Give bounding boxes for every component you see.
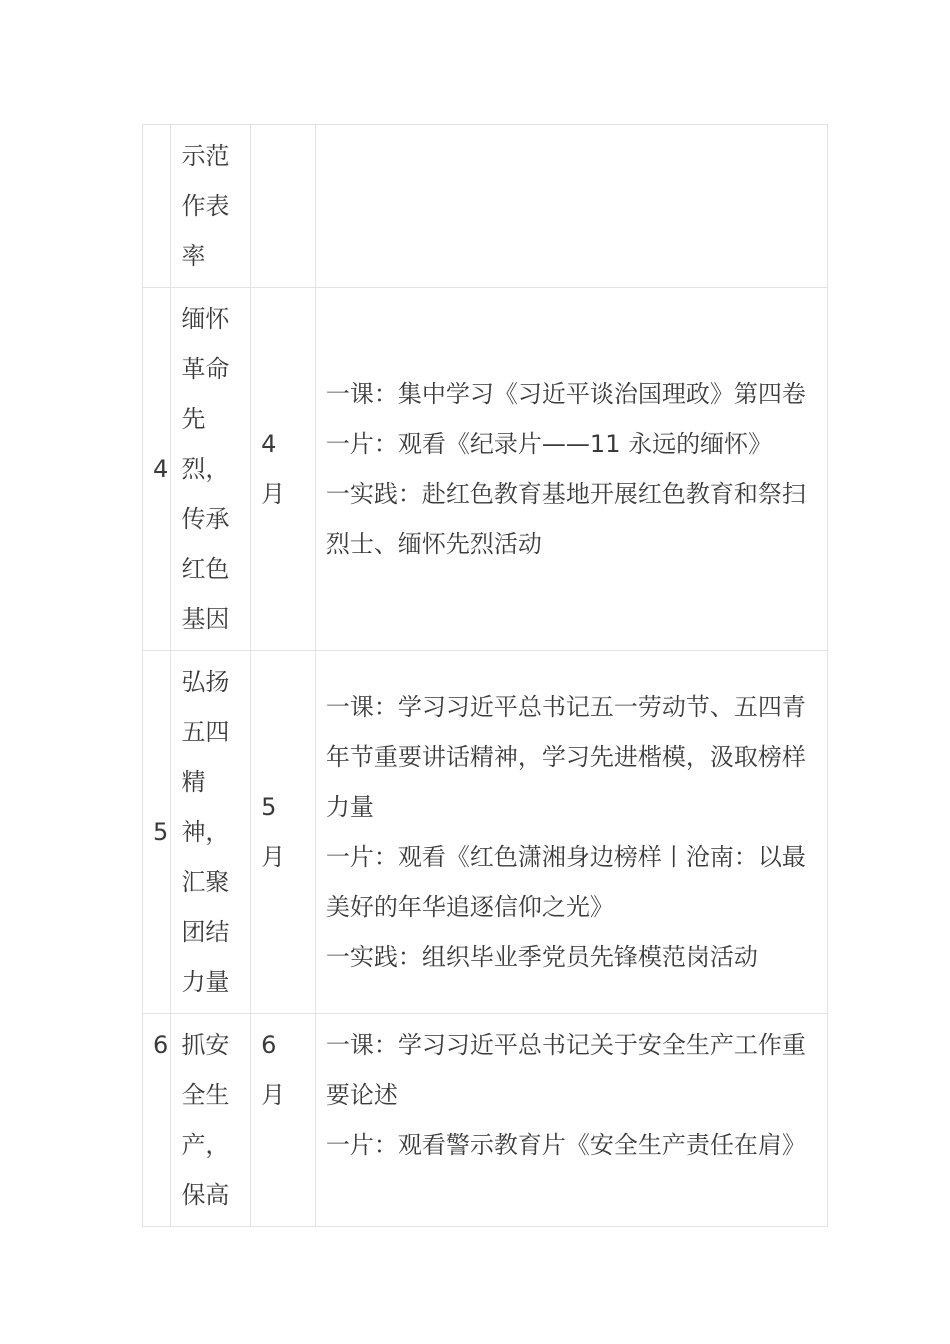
table-row bbox=[143, 125, 828, 288]
row-content bbox=[315, 125, 827, 288]
row-content bbox=[315, 1014, 827, 1227]
row-theme: 缅怀革命先烈，传承红色基因 bbox=[171, 288, 251, 651]
row-month: 4 月 bbox=[251, 288, 316, 651]
row-theme: 抓安全生产，保高 bbox=[171, 1014, 251, 1227]
row-content bbox=[315, 288, 827, 651]
row-number bbox=[143, 125, 171, 288]
row-content bbox=[315, 651, 827, 1014]
content-line-lesson: 一课：集中学习《习近平谈治国理政》第四卷 bbox=[325, 380, 806, 408]
table-row bbox=[143, 288, 828, 651]
row-theme: 示范作表率 bbox=[171, 125, 251, 288]
table-row bbox=[143, 1014, 828, 1227]
content-line-practice: 一实践：组织毕业季党员先锋模范岗活动 bbox=[325, 943, 758, 971]
row-number: 4 bbox=[143, 288, 171, 651]
content-line-practice: 一实践：赴红色教育基地开展红色教育和祭扫烈士、缅怀先烈活动 bbox=[325, 480, 806, 558]
table-row bbox=[143, 651, 828, 1014]
content-line-film: 一片：观看《红色潇湘身边榜样丨沧南：以最美好的年华追逐信仰之光》 bbox=[325, 843, 806, 921]
content-line-film: 一片：观看《纪录片——11 永远的缅怀》 bbox=[325, 430, 773, 458]
row-number: 5 bbox=[143, 651, 171, 1014]
content-line-lesson: 一课：学习习近平总书记关于安全生产工作重要论述 bbox=[325, 1031, 806, 1109]
row-month bbox=[251, 125, 316, 288]
content-line-film: 一片：观看警示教育片《安全生产责任在肩》 bbox=[325, 1131, 806, 1159]
row-month: 5 月 bbox=[251, 651, 316, 1014]
row-theme: 弘扬五四精神，汇聚团结力量 bbox=[171, 651, 251, 1014]
row-month: 6 月 bbox=[251, 1014, 316, 1227]
activity-plan-table bbox=[142, 124, 828, 1227]
row-number: 6 bbox=[143, 1014, 171, 1227]
content-line-lesson: 一课：学习习近平总书记五一劳动节、五四青年节重要讲话精神，学习先进楷模，汲取榜样力量 bbox=[325, 693, 806, 821]
